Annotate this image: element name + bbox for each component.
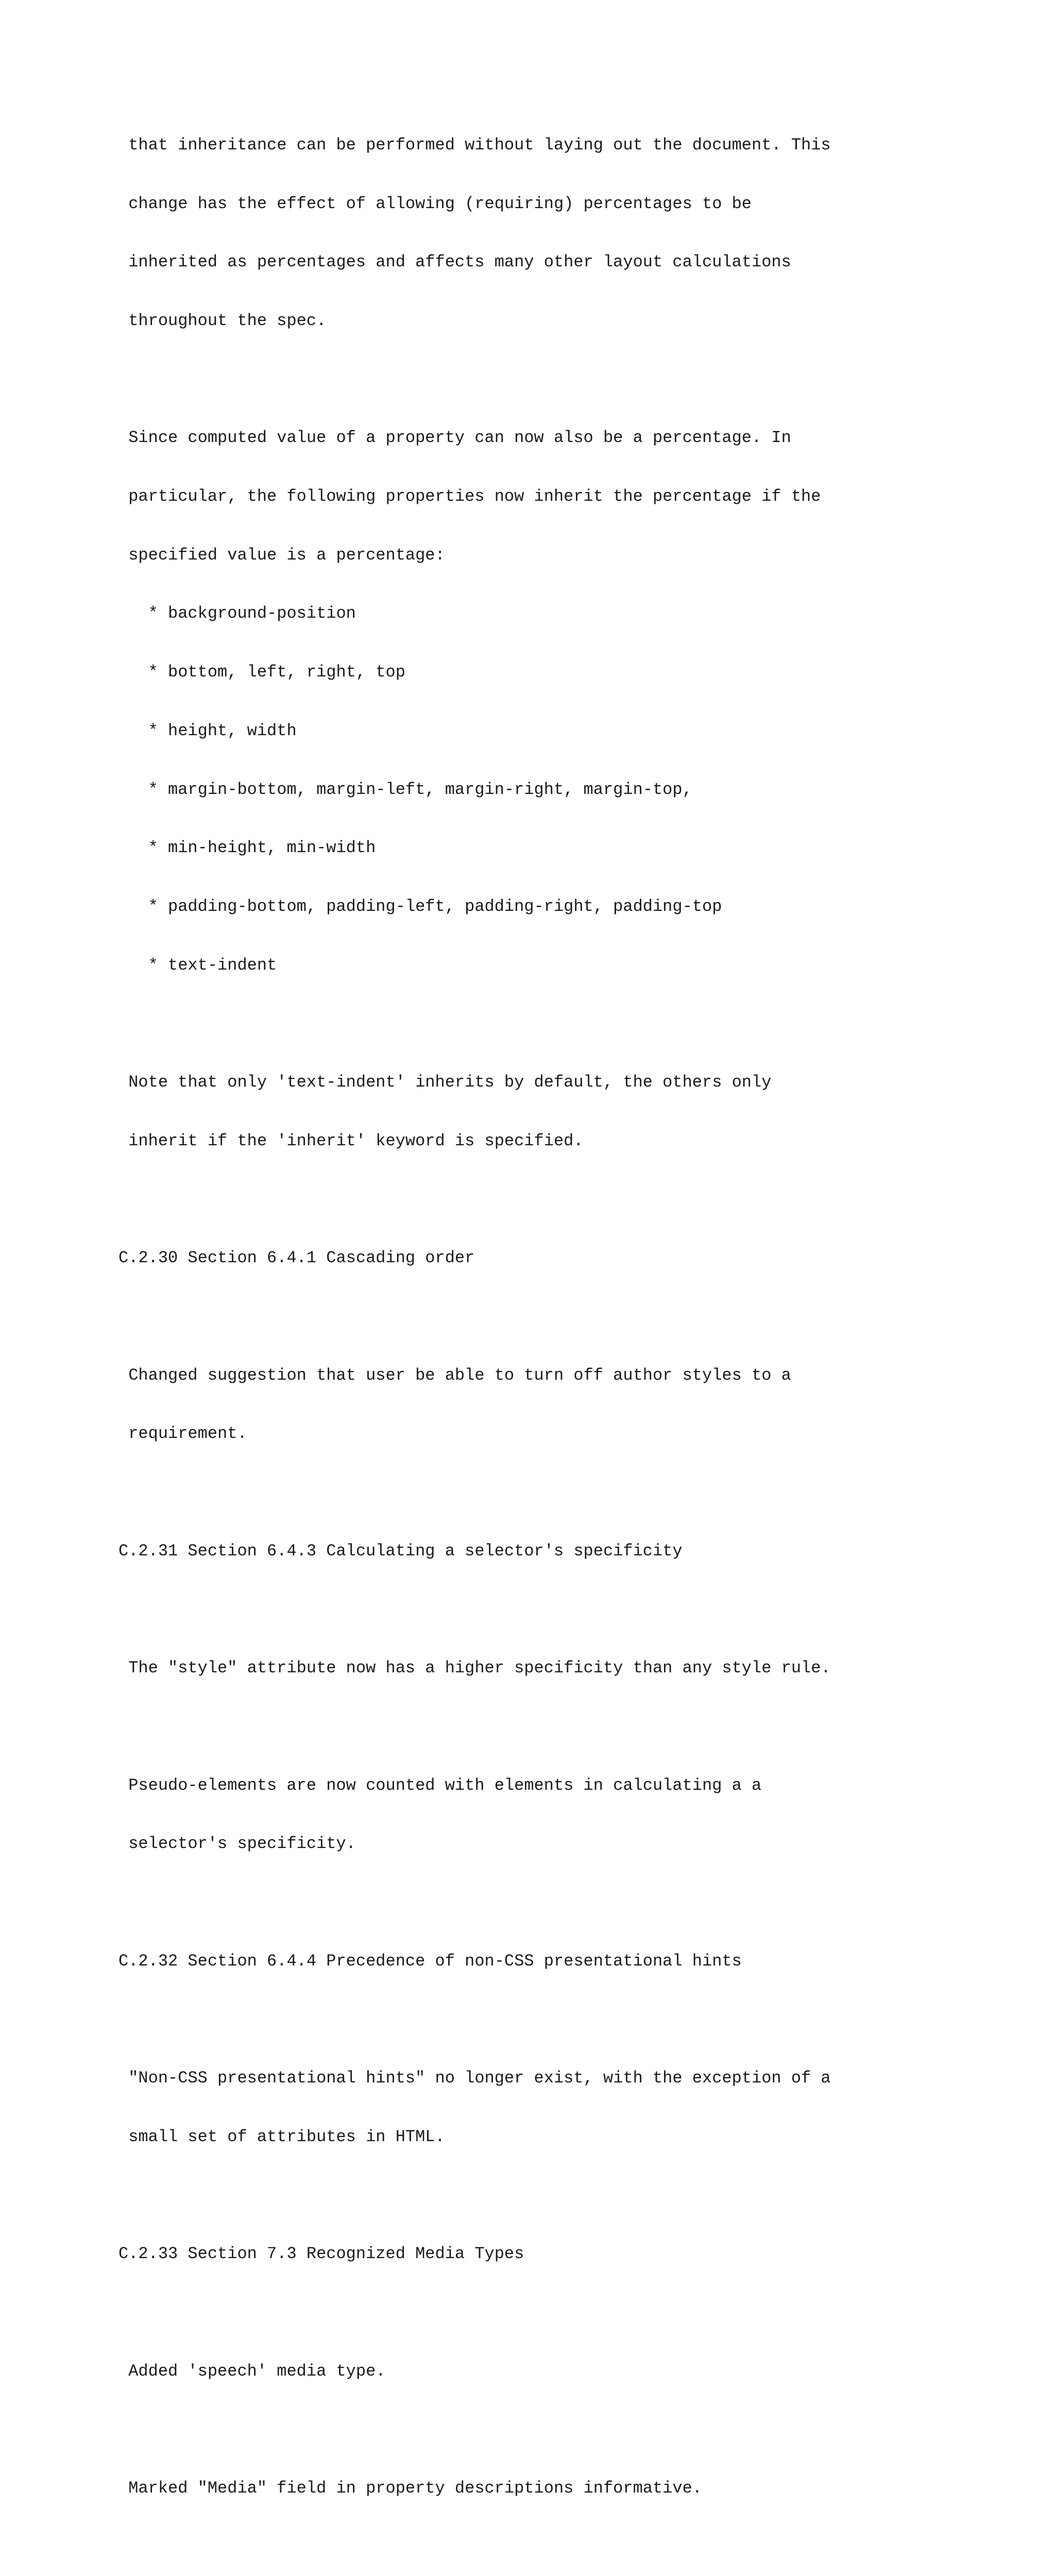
- section-heading: C.2.32 Section 6.4.4 Precedence of non-CSS presentational hints: [118, 1951, 742, 1971]
- text-line: change has the effect of allowing (requiring) percentages to be: [118, 194, 752, 213]
- text-line: Changed suggestion that user be able to turn off author styles to a: [118, 1365, 791, 1385]
- list-item: * min-height, min-width: [118, 838, 376, 858]
- text-line: The "style" attribute now has a higher specificity than any style rule.: [118, 1658, 831, 1678]
- text-line: specified value is a percentage:: [118, 545, 445, 565]
- text-line: Marked "Media" field in property descriptions informative.: [118, 2478, 702, 2498]
- blank-line: [118, 2537, 1025, 2557]
- blank-line: [118, 2185, 1025, 2205]
- blank-line: [118, 2420, 1025, 2439]
- text-line: requirement.: [118, 1424, 247, 1444]
- text-line: selector's specificity.: [118, 1834, 356, 1854]
- text-line: Added 'speech' media type.: [118, 2361, 386, 2381]
- text-line: Since computed value of a property can now also be a percentage. In: [118, 428, 791, 448]
- blank-line: [118, 1190, 1025, 1209]
- text-line: Pseudo-elements are now counted with elements in calculating a a: [118, 1775, 762, 1795]
- document-page: [118, 96, 1025, 2576]
- text-line: Note that only 'text-indent' inherits by default, the others only: [118, 1073, 772, 1092]
- blank-line: [118, 2303, 1025, 2323]
- text-line: inherit if the 'inherit' keyword is specified.: [118, 1131, 584, 1150]
- text-line: throughout the spec.: [118, 311, 327, 330]
- list-item: * margin-bottom, margin-left, margin-right, margin-top,: [118, 779, 692, 799]
- list-item: * bottom, left, right, top: [118, 663, 405, 682]
- blank-line: [118, 370, 1025, 389]
- blank-line: [118, 2010, 1025, 2029]
- text-line: inherited as percentages and affects many other layout calculations: [118, 252, 791, 272]
- text-line: that inheritance can be performed without laying out the document. This: [118, 135, 831, 155]
- text-line: particular, the following properties now inherit the percentage if the: [118, 487, 821, 506]
- blank-line: [118, 1717, 1025, 1737]
- text-line: "Non-CSS presentational hints" no longer exist, with the exception of a: [118, 2069, 831, 2088]
- blank-line: [118, 1307, 1025, 1327]
- blank-line: [118, 1483, 1025, 1502]
- list-item: * padding-bottom, padding-left, padding-right, padding-top: [118, 896, 722, 916]
- text-line: small set of attributes in HTML.: [118, 2127, 445, 2146]
- section-heading: C.2.30 Section 6.4.1 Cascading order: [118, 1248, 475, 1268]
- section-heading: C.2.31 Section 6.4.3 Calculating a selector's specificity: [118, 1541, 683, 1561]
- list-item: * text-indent: [118, 955, 277, 975]
- blank-line: [118, 1014, 1025, 1033]
- blank-line: [118, 1893, 1025, 1912]
- list-item: * background-position: [118, 604, 356, 623]
- list-item: * height, width: [118, 721, 297, 740]
- section-heading: C.2.33 Section 7.3 Recognized Media Types: [118, 2244, 524, 2264]
- blank-line: [118, 1600, 1025, 1619]
